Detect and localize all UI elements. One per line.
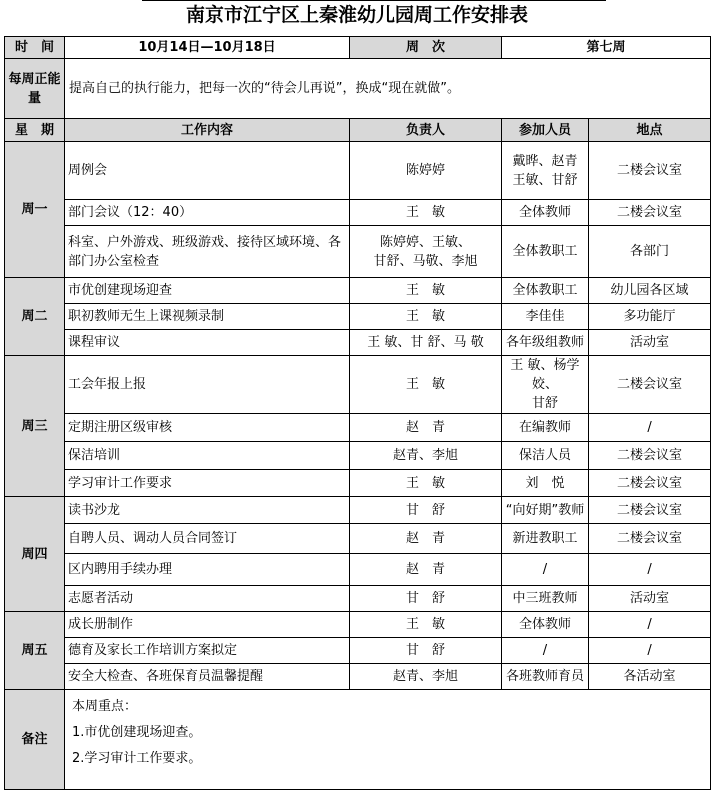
table-row: [5, 226, 711, 278]
notes-row: [5, 690, 711, 790]
item-owner: 王 敏: [350, 470, 502, 497]
day-label: 周一: [5, 142, 65, 278]
item-participants: /: [502, 638, 589, 664]
item-content: 志愿者活动: [65, 586, 350, 612]
item-content: 周例会: [65, 142, 350, 200]
item-owner: 陈婷婷、王敏、 甘舒、马敬、李旭: [350, 226, 502, 278]
item-content: 工会年报上报: [65, 356, 350, 414]
item-content: 学习审计工作要求: [65, 470, 350, 497]
item-location: /: [589, 554, 711, 586]
notes-label: 备注: [5, 690, 65, 790]
table-row: [5, 586, 711, 612]
item-location: 活动室: [589, 586, 711, 612]
item-participants: 刘 悦: [502, 470, 589, 497]
time-label: 时 间: [5, 37, 65, 59]
item-location: 各部门: [589, 226, 711, 278]
item-participants: 新进教职工: [502, 524, 589, 554]
schedule-table: [4, 36, 711, 790]
item-owner: 甘 舒: [350, 497, 502, 524]
item-owner: 甘 舒: [350, 586, 502, 612]
item-participants: 保洁人员: [502, 442, 589, 470]
table-row: [5, 442, 711, 470]
page-title: 南京市江宁区上秦淮幼儿园周工作安排表: [185, 4, 528, 26]
item-content: 德育及家长工作培训方案拟定: [65, 638, 350, 664]
item-owner: 王 敏: [350, 200, 502, 226]
item-content: 部门会议（12：40）: [65, 200, 350, 226]
item-content: 自聘人员、调动人员合同签订: [65, 524, 350, 554]
col-owner: 负责人: [350, 119, 502, 142]
item-owner: 赵 青: [350, 524, 502, 554]
item-owner: 赵青、李旭: [350, 664, 502, 690]
item-location: /: [589, 612, 711, 638]
item-participants: 王 敏、杨学姣、 甘舒: [502, 356, 589, 414]
item-location: 各活动室: [589, 664, 711, 690]
item-location: 多功能厅: [589, 304, 711, 330]
header-row: [5, 37, 711, 59]
table-row: [5, 524, 711, 554]
item-content: 区内聘用手续办理: [65, 554, 350, 586]
item-participants: /: [502, 554, 589, 586]
item-participants: 在编教师: [502, 414, 589, 442]
item-owner: 王 敏: [350, 278, 502, 304]
item-location: /: [589, 414, 711, 442]
item-owner: 王 敏: [350, 612, 502, 638]
item-participants: 全体教师: [502, 612, 589, 638]
item-owner: 陈婷婷: [350, 142, 502, 200]
item-participants: 李佳佳: [502, 304, 589, 330]
item-content: 职初教师无生上课视频录制: [65, 304, 350, 330]
item-owner: 王 敏: [350, 304, 502, 330]
item-content: 科室、户外游戏、班级游戏、接待区域环境、各部门办公室检查: [65, 226, 350, 278]
table-row: [5, 200, 711, 226]
item-content: 市优创建现场迎查: [65, 278, 350, 304]
item-owner: 王 敏: [350, 356, 502, 414]
item-owner: 王 敏、甘 舒、马 敬: [350, 330, 502, 356]
item-location: 二楼会议室: [589, 497, 711, 524]
week-label: 周 次: [350, 37, 502, 59]
notes-item: 1.市优创建现场迎查。: [72, 725, 202, 740]
col-participants: 参加人员: [502, 119, 589, 142]
day-label: 周五: [5, 612, 65, 690]
item-location: 活动室: [589, 330, 711, 356]
column-header-row: [5, 119, 711, 142]
notes-body: [65, 690, 711, 790]
day-label: 周四: [5, 497, 65, 612]
motto-text: 提高自己的执行能力，把每一次的“待会儿再说”，换成“现在就做”。: [65, 59, 711, 119]
item-location: 二楼会议室: [589, 356, 711, 414]
item-location: 幼儿园各区域: [589, 278, 711, 304]
table-row: [5, 497, 711, 524]
item-participants: 全体教师: [502, 200, 589, 226]
notes-item: 2.学习审计工作要求。: [72, 751, 202, 766]
table-row: [5, 278, 711, 304]
item-participants: 全体教职工: [502, 278, 589, 304]
day-label: 周二: [5, 278, 65, 356]
item-location: /: [589, 638, 711, 664]
table-row: [5, 612, 711, 638]
notes-heading: 本周重点：: [72, 699, 138, 714]
table-row: [5, 142, 711, 200]
item-participants: 各班教师育员: [502, 664, 589, 690]
col-day: 星 期: [5, 119, 65, 142]
item-content: 定期注册区级审核: [65, 414, 350, 442]
col-location: 地点: [589, 119, 711, 142]
motto-label: 每周正能量: [5, 59, 65, 119]
table-row: [5, 304, 711, 330]
item-owner: 赵 青: [350, 414, 502, 442]
item-location: 二楼会议室: [589, 142, 711, 200]
item-owner: 甘 舒: [350, 638, 502, 664]
item-content: 安全大检查、各班保育员温馨提醒: [65, 664, 350, 690]
col-content: 工作内容: [65, 119, 350, 142]
date-range: 10月14日—10月18日: [65, 37, 350, 59]
table-row: [5, 414, 711, 442]
item-location: 二楼会议室: [589, 442, 711, 470]
item-participants: 中三班教师: [502, 586, 589, 612]
item-content: 保洁培训: [65, 442, 350, 470]
table-row: [5, 638, 711, 664]
table-row: [5, 470, 711, 497]
item-participants: “向好期”教师: [502, 497, 589, 524]
item-participants: 各年级组教师: [502, 330, 589, 356]
item-participants: 戴晔、赵青 王敏、甘舒: [502, 142, 589, 200]
table-row: [5, 554, 711, 586]
table-row: [5, 330, 711, 356]
week-value: 第七周: [502, 37, 711, 59]
item-owner: 赵青、李旭: [350, 442, 502, 470]
item-location: 二楼会议室: [589, 470, 711, 497]
item-location: 二楼会议室: [589, 200, 711, 226]
table-row: [5, 356, 711, 414]
day-label: 周三: [5, 356, 65, 497]
item-content: 读书沙龙: [65, 497, 350, 524]
item-owner: 赵 青: [350, 554, 502, 586]
table-row: [5, 664, 711, 690]
item-content: 成长册制作: [65, 612, 350, 638]
item-location: 二楼会议室: [589, 524, 711, 554]
motto-row: [5, 59, 711, 119]
item-content: 课程审议: [65, 330, 350, 356]
item-participants: 全体教职工: [502, 226, 589, 278]
